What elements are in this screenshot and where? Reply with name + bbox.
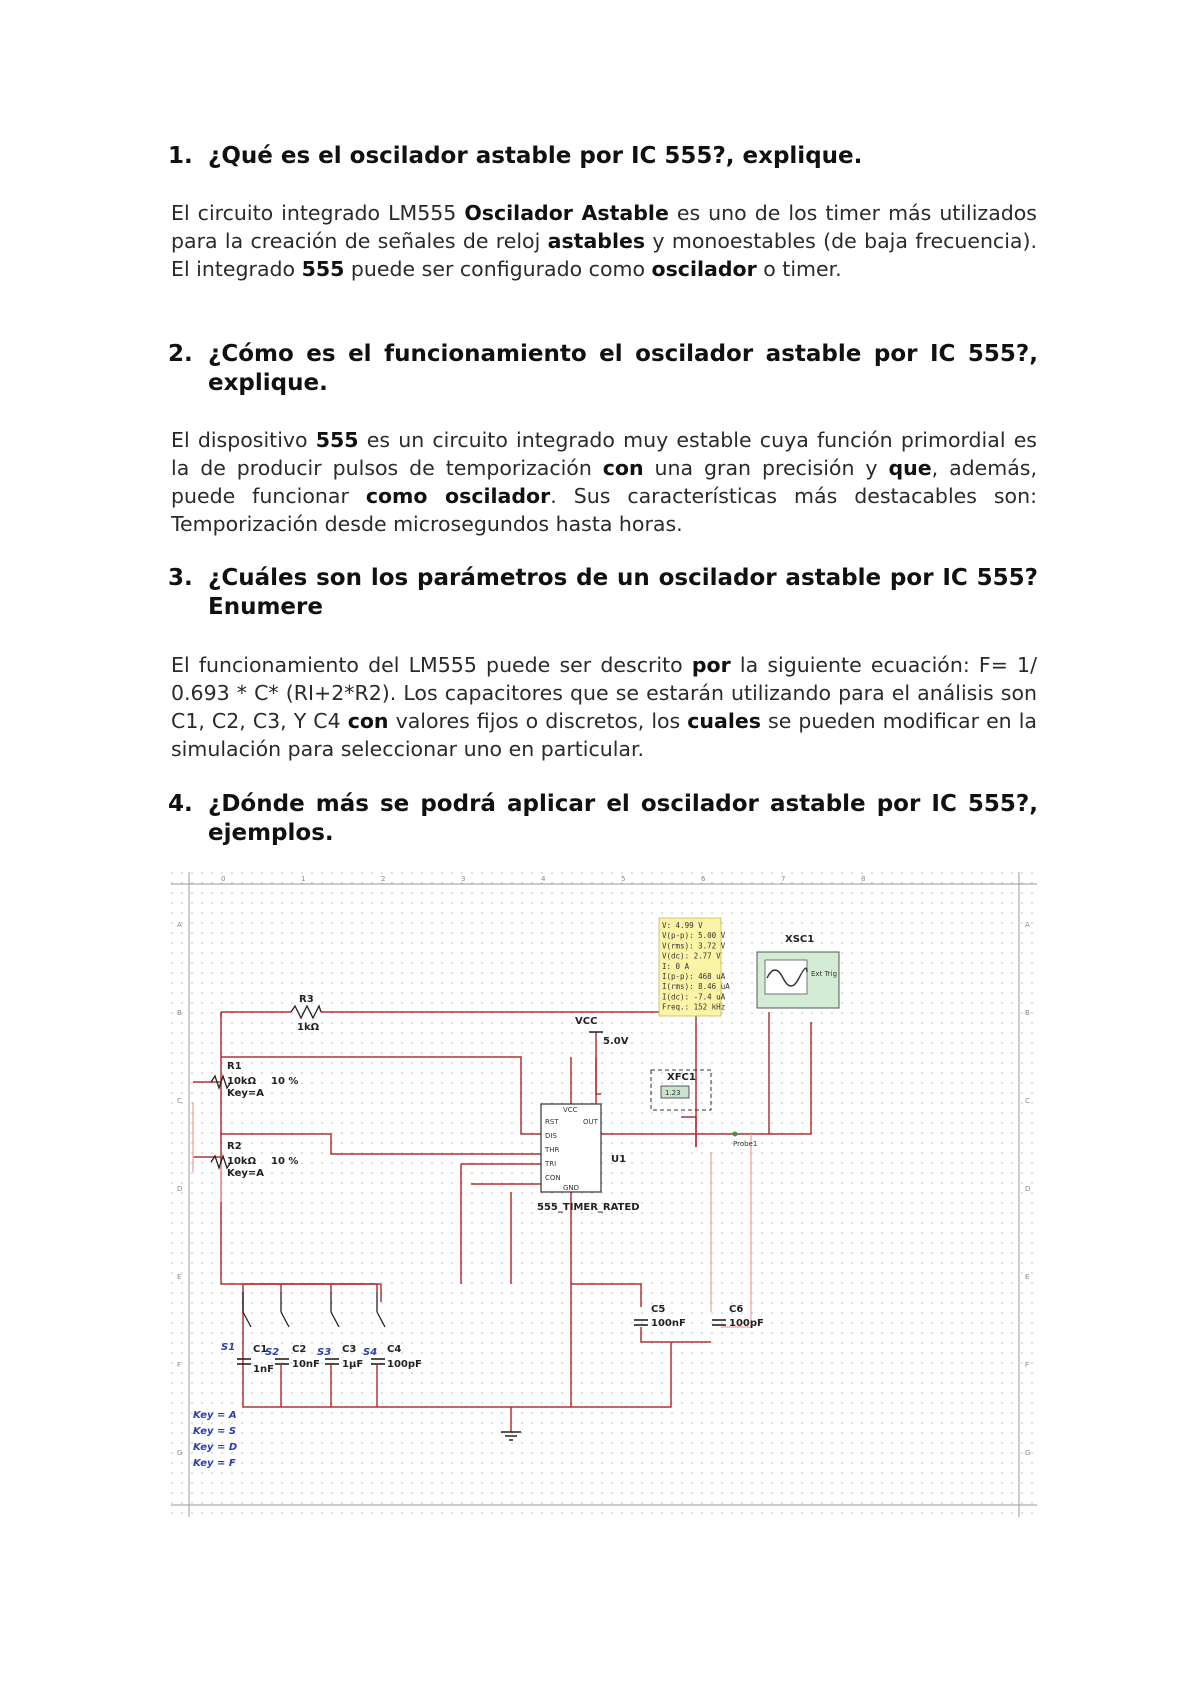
probe-marker [733, 1132, 738, 1137]
answer-1-bold: 555 [301, 257, 345, 281]
answer-3-bold: cuales [687, 709, 761, 733]
c6-value: 100pF [729, 1318, 764, 1329]
r1-label: R1 [227, 1061, 242, 1072]
c5-label: C5 [651, 1304, 666, 1315]
ruler-side-label: A [1025, 921, 1030, 929]
probe-reading: V(p-p): 5.00 V [662, 931, 726, 941]
answer-3-bold: por [691, 653, 731, 677]
key-legend-a: Key = A [193, 1410, 237, 1421]
answer-3 [171, 651, 1037, 763]
answer-2-text: es un circuito integrado muy estable cuya función primordial es la de producir pulsos de temporización [171, 428, 1037, 480]
grid-background [171, 872, 1037, 1517]
u1-pin-thr: THR [545, 1146, 560, 1154]
s2-label: S2 [265, 1347, 280, 1358]
ruler-top-label: 0 [221, 875, 226, 883]
ruler-side-label: A [177, 921, 182, 929]
c2-label: C2 [292, 1344, 307, 1355]
ruler-top-label: 8 [861, 875, 866, 883]
probe-reading: I(rms): 8.46 uA [662, 982, 730, 992]
xfc1-label: XFC1 [667, 1072, 696, 1083]
key-legend-s: Key = S [193, 1426, 237, 1437]
r3-value: 1kΩ [297, 1022, 320, 1033]
answer-2-text: una gran precisión y [643, 456, 889, 480]
ruler-side-label: C [177, 1097, 182, 1105]
ruler-top-label: 2 [381, 875, 386, 883]
question-4-text: ¿Dónde más se podrá aplicar el oscilador astable por IC 555?, ejemplos. [208, 791, 1038, 846]
u1-part: 555_TIMER_RATED [537, 1202, 640, 1213]
question-2-text: ¿Cómo es el funcionamiento el oscilador astable por IC 555?, explique. [208, 341, 1038, 396]
probe-reading: V(dc): 2.77 V [662, 951, 721, 961]
question-4-number: 4. [168, 791, 193, 817]
u1-label: U1 [611, 1154, 627, 1165]
u1-pin-tri: TRI [545, 1160, 557, 1168]
ruler-side-label: D [1025, 1185, 1031, 1193]
answer-1-bold: oscilador [651, 257, 757, 281]
ruler-side-label: B [1025, 1009, 1030, 1017]
answer-2-bold: con [602, 456, 644, 480]
xsc1-label: XSC1 [785, 934, 815, 945]
vcc-value: 5.0V [603, 1036, 629, 1047]
r1-key: Key=A [227, 1088, 264, 1099]
xsc1-ext-trig: Ext Trig [811, 970, 838, 978]
ruler-side-label: E [177, 1273, 182, 1281]
r2-label: R2 [227, 1141, 242, 1152]
answer-2-bold: como oscilador [365, 484, 551, 508]
answer-3-text: se pueden modificar en la simulación para seleccionar uno en particular. [171, 709, 1037, 761]
u1-pin-vcc: VCC [563, 1106, 578, 1114]
xfc1-display-value: 1.23 [665, 1089, 681, 1097]
ruler-side-label: G [1025, 1449, 1031, 1457]
ruler-side-label: B [177, 1009, 182, 1017]
c4-label: C4 [387, 1344, 402, 1355]
answer-1-bold: astables [547, 229, 646, 253]
r1-value: 10kΩ [227, 1076, 257, 1087]
key-legend-f: Key = F [193, 1458, 236, 1469]
ruler-side-label: D [177, 1185, 183, 1193]
oscilloscope-screen [765, 960, 807, 994]
u1-pin-rst: RST [545, 1118, 559, 1126]
ruler-side-label: G [177, 1449, 183, 1457]
c1-label: C1 [253, 1344, 268, 1355]
r3-label: R3 [299, 994, 314, 1005]
c5-value: 100nF [651, 1318, 686, 1329]
question-4 [168, 790, 1038, 848]
probe-reading: I: 0 A [662, 961, 690, 971]
question-2 [168, 340, 1038, 398]
c2-value: 10nF [292, 1359, 320, 1370]
ruler-top-label: 4 [541, 875, 546, 883]
key-legend-d: Key = D [193, 1442, 238, 1453]
probe-label: Probe1 [733, 1140, 758, 1148]
s4-label: S4 [363, 1347, 378, 1358]
ruler-side-label: C [1025, 1097, 1030, 1105]
probe-reading: V: 4.99 V [662, 921, 703, 930]
r2-percent: 10 % [271, 1156, 299, 1167]
answer-3-text: El funcionamiento del LM555 puede ser descrito [171, 653, 692, 677]
ruler-top-label: 6 [701, 875, 706, 883]
question-2-number: 2. [168, 341, 193, 367]
answer-2-text: , además, puede funcionar [171, 456, 1037, 508]
answer-2-bold: que [888, 456, 932, 480]
answer-1-text: El circuito integrado LM555 [171, 201, 465, 225]
u1-pin-con: CON [545, 1174, 561, 1182]
ruler-top-label: 7 [781, 875, 786, 883]
c1-value: 1nF [253, 1364, 274, 1375]
answer-3-text: valores fijos o discretos, los [388, 709, 688, 733]
schematic-svg [171, 872, 1037, 1517]
answer-1-text: y monoestables (de baja frecuencia). El integrado [171, 229, 1037, 281]
circuit-schematic-figure [171, 872, 1037, 1517]
answer-2-bold: 555 [315, 428, 359, 452]
c4-value: 100pF [387, 1359, 422, 1370]
u1-pin-gnd: GND [563, 1184, 580, 1192]
r2-key: Key=A [227, 1168, 264, 1179]
u1-pin-out: OUT [583, 1118, 598, 1126]
ruler-top-label: 3 [461, 875, 466, 883]
r2-value: 10kΩ [227, 1156, 257, 1167]
vcc-label: VCC [575, 1016, 598, 1027]
question-3 [168, 564, 1038, 622]
answer-1-text: o timer. [756, 257, 842, 281]
question-3-text: ¿Cuáles son los parámetros de un oscilador astable por IC 555? Enumere [208, 565, 1038, 620]
question-1-number: 1. [168, 143, 193, 169]
r1-percent: 10 % [271, 1076, 299, 1087]
c3-label: C3 [342, 1344, 357, 1355]
answer-1-text: puede ser configurado como [344, 257, 652, 281]
s1-label: S1 [221, 1342, 236, 1353]
ruler-side-label: F [177, 1361, 182, 1369]
ruler-top-label: 1 [301, 875, 306, 883]
answer-2 [171, 426, 1037, 538]
c6-label: C6 [729, 1304, 744, 1315]
c3-value: 1µF [342, 1359, 364, 1370]
question-1 [168, 142, 1038, 171]
u1-pin-dis: DIS [545, 1132, 557, 1140]
question-3-number: 3. [168, 565, 193, 591]
answer-1-bold: Oscilador Astable [464, 201, 669, 225]
answer-3-text: la siguiente ecuación: F= 1/ 0.693 * C* (RI+2*R2). Los capacitores que se estarán utilizando para el análisis son C1, C2, C3, Y C4 [171, 653, 1038, 733]
question-1-text: ¿Qué es el oscilador astable por IC 555?, explique. [208, 143, 863, 169]
probe-reading: V(rms): 3.72 V [662, 941, 726, 951]
s3-label: S3 [317, 1347, 332, 1358]
ruler-top-label: 5 [621, 875, 626, 883]
answer-1-text: es uno de los timer más utilizados para la creación de señales de reloj [171, 201, 1037, 253]
probe-reading: I(p-p): 468 uA [662, 972, 726, 981]
answer-1 [171, 199, 1037, 283]
probe-reading: I(dc): -7.4 uA [662, 992, 726, 1002]
ruler-side-label: F [1025, 1361, 1030, 1369]
answer-2-text: El dispositivo [171, 428, 316, 452]
answer-3-bold: con [347, 709, 389, 733]
ruler-side-label: E [1025, 1273, 1030, 1281]
probe-reading: Freq.: 152 kHz [662, 1002, 726, 1012]
answer-2-text: . Sus características más destacables son: Temporización desde microsegundos hasta horas. [171, 484, 1037, 536]
